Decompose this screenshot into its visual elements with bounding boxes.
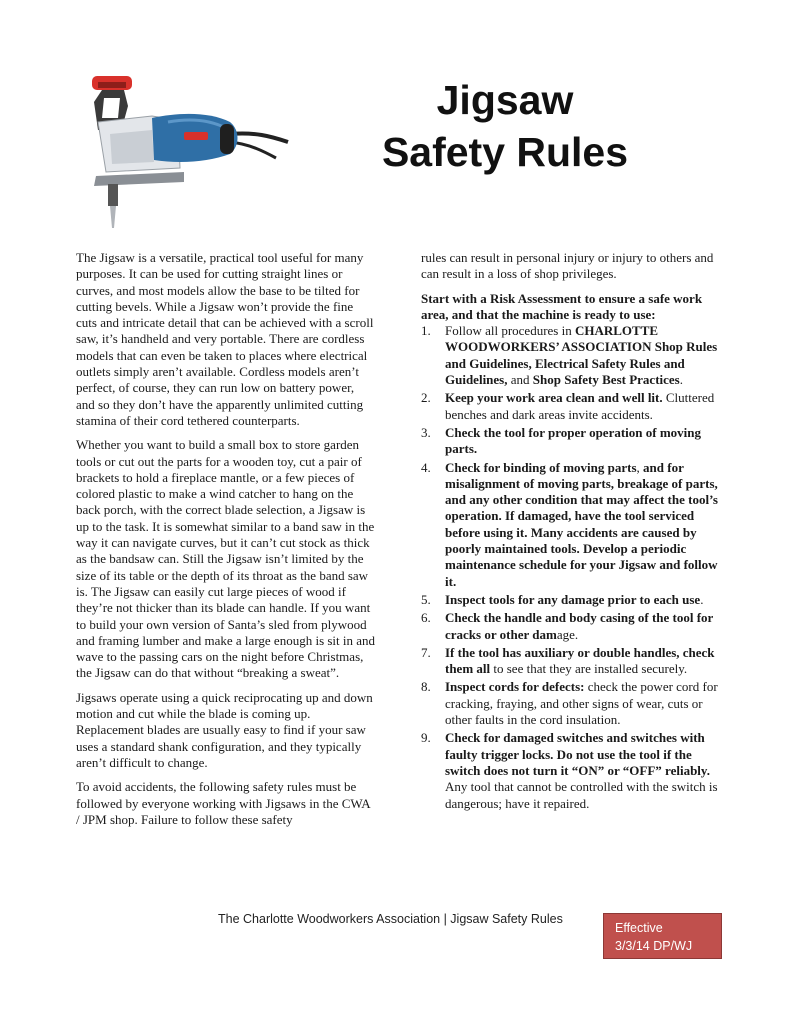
rule-number: 9. <box>421 730 431 746</box>
rule-text: age. <box>556 626 579 642</box>
rule-bold-text: Inspect cords for defects: <box>445 679 585 695</box>
left-column <box>76 250 376 836</box>
footer-text: The Charlotte Woodworkers Association | Jigsaw Safety Rules <box>218 912 563 926</box>
risk-assessment-lead: Start with a Risk Assessment to ensure a safe work area, and that the machine is ready to use: <box>421 290 703 322</box>
list-item <box>421 592 721 608</box>
right-column <box>421 250 721 814</box>
continuation-paragraph: rules can result in personal injury or injury to others and can result in a loss of shop privileges. <box>421 250 714 282</box>
intro-paragraph: The Jigsaw is a versatile, practical tool useful for many purposes. It can be used for cutting straight lines or curves, and most models allow the base to be tilted for cutting bevels. While a Jigsaw won’t provide the fine cuts and intricate detail that can be achieved with a scroll saw, it’s handheld and very portable. There are cordless models that can even be taken to places where electrical outlets simply aren’t available. Cordless models aren’t perfect, of course, they can run low on battery power, and so they don’t have the apparently unlimited cutting stamina of their cord tethered counterparts. <box>76 250 374 428</box>
rule-text: . <box>679 372 683 388</box>
list-item <box>421 730 721 811</box>
rule-bold-text: Keep your work area clean and well lit. <box>445 390 663 406</box>
page-title <box>350 74 660 178</box>
effective-date: 3/3/14 DP/WJ <box>615 939 693 953</box>
rule-bold-text: Check the tool for proper operation of moving parts. <box>445 424 702 457</box>
rule-bold-text: Check for damaged switches and switches with faulty trigger locks. Do not use the tool if the switch does not turn it “ON” or “OFF” reliably. <box>445 730 710 778</box>
rule-bold-text: Shop Safety Best Practices <box>532 372 680 388</box>
list-item <box>421 610 721 643</box>
rule-bold-text: If the tool has auxiliary or double handles, check them all <box>445 644 715 677</box>
list-item <box>421 645 721 678</box>
rule-text: and <box>507 372 533 388</box>
rule-bold-text: Check the handle and body casing of the tool for cracks or other dam <box>445 610 714 642</box>
list-item <box>421 460 721 590</box>
rule-text: , <box>636 459 644 475</box>
rule-number: 2. <box>421 390 431 406</box>
rule-number: 3. <box>421 424 431 440</box>
operation-paragraph: Jigsaws operate using a quick reciprocating up and down motion and cut while the blade is coming up. Replacement blades are usually easy to find if your saw uses a standard shank configuration, and they typically aren’t difficult to change. <box>76 689 373 770</box>
rule-number: 5. <box>421 591 431 607</box>
rule-number: 4. <box>421 459 431 475</box>
rule-bold-text: Inspect tools for any damage prior to each use <box>445 591 701 607</box>
rule-bold-text: Check for binding of moving parts <box>445 459 637 475</box>
rule-bold-text: CHARLOTTE WOODWORKERS’ ASSOCIATION Shop Rules and Guidelines, Electrical Safety Rules and Guidelines, <box>445 323 718 388</box>
effective-label: Effective <box>615 921 663 935</box>
effective-date-box <box>603 913 722 959</box>
rule-number: 8. <box>421 679 431 695</box>
rule-text: check the power cord for cracking, fraying, and other signs of wear, cuts or other faults in the cord insulation. <box>445 679 718 728</box>
uses-paragraph: Whether you want to build a small box to store garden tools or cut out the parts for a wooden toy, cut a pair of brackets to hold a fireplace mantle, or a few pieces of colored plastic to make a wind catcher to hang on the back porch, with the correct blade selection, a Jigsaw is up to the task. It is somewhat similar to a band saw in the way it can navigate curves, but it can’t cut stock as thick as the bandsaw can. Still the Jigsaw isn’t limited by the size of its table or the depth of its throat as the band saw is. The Jigsaw can easily cut large pieces of wood if they’re not thicker than its blade can handle. If you want to build your own version of Santa’s sled from plywood and framing lumber and make a large enough is sit in and wave to the passing cars on the night before Christmas, the Jigsaw can do that without “breaking a sweat”. <box>76 437 376 681</box>
list-item <box>421 390 721 423</box>
safety-intro-paragraph: To avoid accidents, the following safety rules must be followed by everyone working with Jigsaws in the CWA / JPM shop. Failure to follow these safety <box>76 779 370 827</box>
rule-text: Follow all procedures in <box>445 323 575 339</box>
list-item <box>421 323 721 388</box>
jigsaw-icon <box>80 72 300 232</box>
rule-number: 6. <box>421 610 431 626</box>
rule-number: 1. <box>421 323 431 339</box>
safety-rules-list <box>421 323 721 812</box>
list-item <box>421 425 721 458</box>
list-item <box>421 679 721 728</box>
title-line-2: Safety Rules <box>381 129 629 175</box>
rule-text: . <box>700 591 704 607</box>
rule-text: Cluttered benches and dark areas invite accidents. <box>445 390 715 422</box>
rule-bold-text: and for misalignment of moving parts, breakage of parts, and any other condition that may affect the tool’s operation. If damaged, have the tool serviced before using it. Many accidents are caused by poorly maintained tools. Develop a periodic maintenance schedule for your Jigsaw and follow it. <box>445 459 718 589</box>
rule-text: Any tool that cannot be controlled with the switch is dangerous; have it repaired. <box>445 779 718 811</box>
jigsaw-tool-image <box>80 72 300 232</box>
rule-number: 7. <box>421 644 431 660</box>
rule-text: to see that they are installed securely. <box>490 661 688 677</box>
title-line-1: Jigsaw <box>436 77 574 123</box>
